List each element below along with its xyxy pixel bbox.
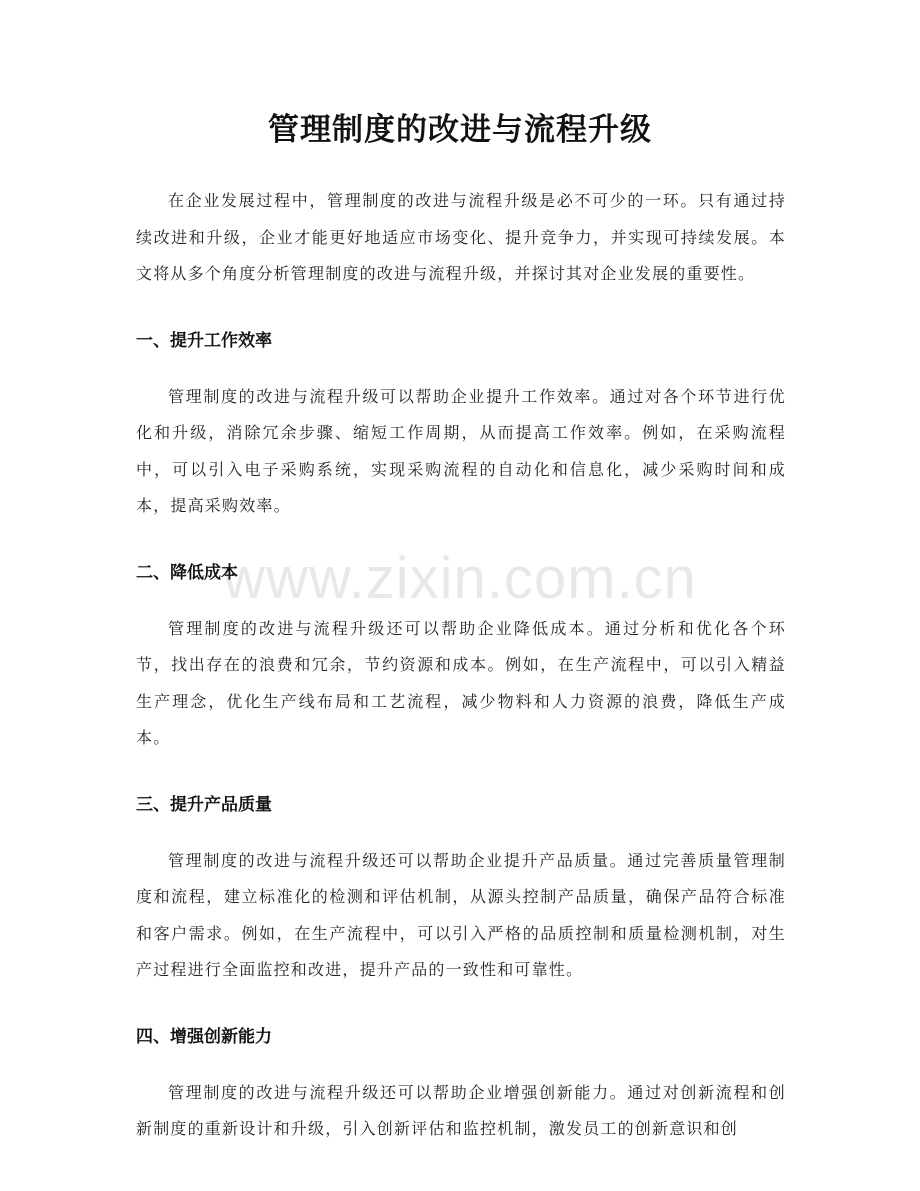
section-1 <box>136 323 786 525</box>
document-title: 管理制度的改进与流程升级 <box>268 112 652 148</box>
section-3 <box>136 787 786 989</box>
section-paragraph: 管理制度的改进与流程升级还可以帮助企业降低成本。通过分析和优化各个环节，找出存在的浪费和冗余，节约资源和成本。例如，在生产流程中，可以引入精益生产理念，优化生产线布局和工艺流程，减少物料和人力资源的浪费，降低生产成本。 <box>136 618 786 747</box>
document-body <box>136 183 786 1148</box>
section-2 <box>136 555 786 757</box>
section-heading: 一、提升工作效率 <box>136 330 272 351</box>
section-heading: 三、提升产品质量 <box>136 794 272 815</box>
section-4 <box>136 1019 786 1148</box>
section-paragraph: 管理制度的改进与流程升级还可以帮助企业增强创新能力。通过对创新流程和创新制度的重新设计和升级，引入创新评估和监控机制，激发员工的创新意识和创 <box>136 1082 786 1138</box>
section-paragraph: 管理制度的改进与流程升级还可以帮助企业提升产品质量。通过完善质量管理制度和流程，建立标准化的检测和评估机制，从源头控制产品质量，确保产品符合标准和客户需求。例如，在生产流程中，可以引入严格的品质控制和质量检测机制，对生产过程进行全面监控和改进，提升产品的一致性和可靠性。 <box>136 850 786 979</box>
section-heading: 二、降低成本 <box>136 562 238 583</box>
section-heading: 四、增强创新能力 <box>136 1026 272 1047</box>
intro-paragraph: 在企业发展过程中，管理制度的改进与流程升级是必不可少的一环。只有通过持续改进和升级，企业才能更好地适应市场变化、提升竞争力，并实现可持续发展。本文将从多个角度分析管理制度的改进与流程升级，并探讨其对企业发展的重要性。 <box>136 191 786 283</box>
watermark: www.zixin.com.cn <box>223 546 697 611</box>
section-paragraph: 管理制度的改进与流程升级可以帮助企业提升工作效率。通过对各个环节进行优化和升级，消除冗余步骤、缩短工作周期，从而提高工作效率。例如，在采购流程中，可以引入电子采购系统，实现采购流程的自动化和信息化，减少采购时间和成本，提高采购效率。 <box>136 386 786 515</box>
